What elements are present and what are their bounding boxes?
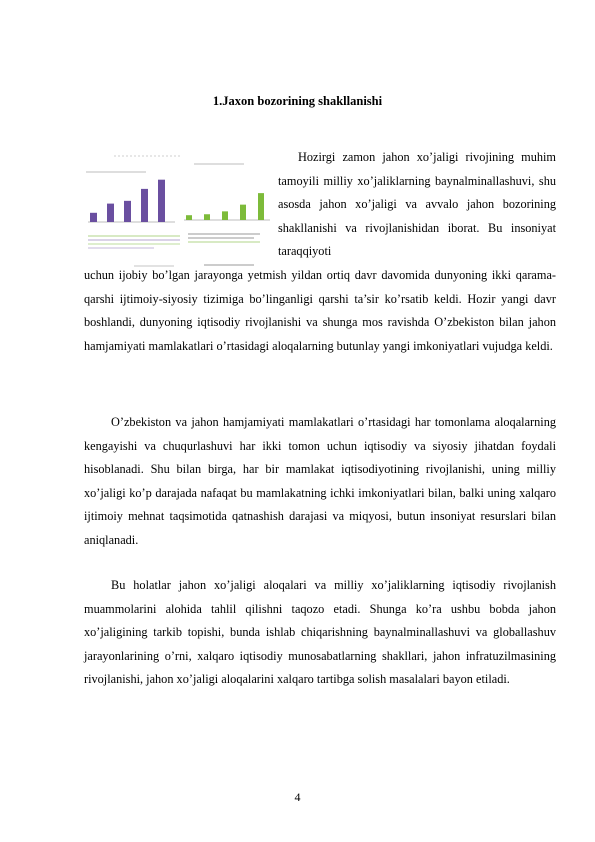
chart-bar	[186, 215, 192, 220]
chart-bar	[204, 214, 210, 220]
chart-svg	[84, 148, 270, 270]
paragraph-3: Bu holatlar jahon xo’jaligi aloqalari va milliy xo’jaliklarning iqtisodiy rivojlanish muammolarini alohida tahlil qilishni taqozo etadi. Shunga ko’ra ushbu bobda jahon xo’jaligining tarkib topishi, bunda ishlab chiqarishning baynalminallashuvi va globallashuv jarayonlarining o’rni, xalqaro iqtisodiy munosabatlarning shakllari, jahon infratuzilmasining rivojlanishi, jahon xo’jaligi aloqalarini xalqaro tartibga solish masalalari bayon etiladi.	[84, 578, 556, 687]
chart-a-bars	[88, 180, 175, 222]
page-title: 1.Jaxon bozorining shakllanishi	[212, 94, 383, 108]
chart-bar	[124, 201, 131, 222]
embedded-chart-figure	[84, 148, 270, 270]
page-number: 4	[294, 790, 301, 804]
chart-bar	[141, 189, 148, 222]
paragraph-1-continuation: uchun ijobiy bo’lgan jarayonga yetmish yildan ortiq davr davomida dunyoning ikki qarama-qarshi ijtimoiy-siyosiy tizimiga bo’linganligi qarshi ta’sir ko’rsatib keldi. Hozir yangi davr boshlandi, dunyoning iqtisodiy rivojlanishi va shunga mos ravishda O’zbekiston bilan jahon hamjamiyati mamlakatlari o’rtasidagi aloqalarning butunlay yangi imkoniyatlari vujudga keldi.	[84, 268, 556, 353]
chart-bar	[240, 205, 246, 220]
chart-bar	[158, 180, 165, 222]
chart-bar	[90, 213, 97, 222]
chart-bar	[258, 193, 264, 220]
chart-b-bars	[184, 193, 270, 220]
chart-bar	[107, 204, 114, 222]
paragraph-2: O’zbekiston va jahon hamjamiyati mamlakatlari o’rtasidagi har tomonlama aloqalarning kengayishi va chuqurlashuvi har ikki tomon uchun iqtisodiy va siyosiy jihatdan foydali hisoblanadi. Shu bilan birga, har bir mamlakat iqtisodiyotining rivojlanishi, uning milliy xo’jaligi ko’p darajada nafaqat bu mamlakatning ichki imkoniyatlari bilan, balki uning xalqaro ijtimoiy mehnat taqsimotida qatnashish darajasi va miqyosi, butun insoniyat resurslari bilan aniqlanadi.	[84, 415, 556, 547]
paragraph-1-right: Hozirgi zamon jahon xo’jaligi rivojining muhim tamoyili milliy xo’jaliklarning baynalminallashuvi, shu asosda jahon xo’jaligi va avvalo jahon bozorining shakllanishi va rivojlanishidan iborat. Bu insoniyat taraqqiyoti	[278, 150, 556, 259]
chart-bar	[222, 211, 228, 220]
